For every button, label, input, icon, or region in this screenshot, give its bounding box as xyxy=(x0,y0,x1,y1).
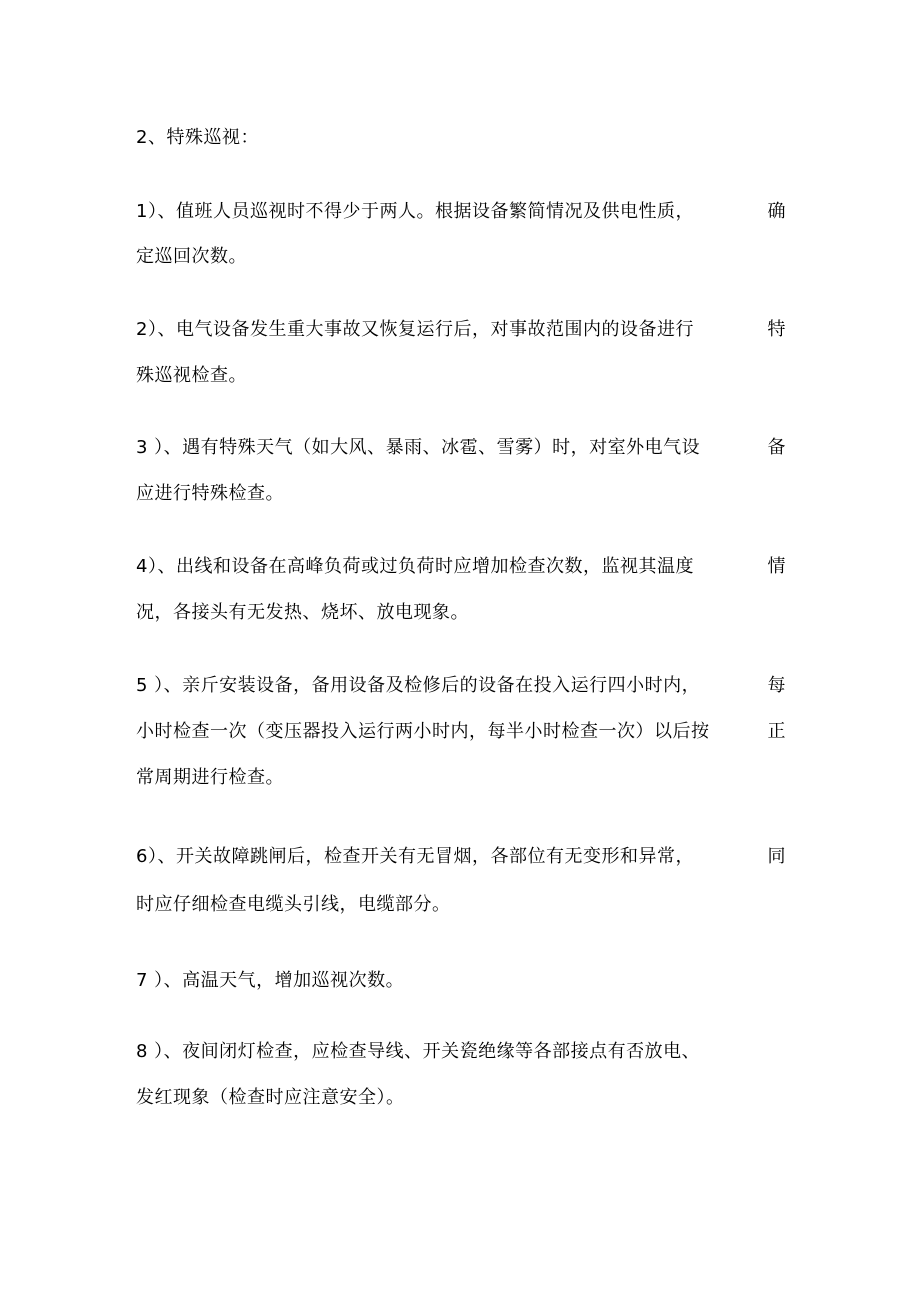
item-1-line-1-text: 1）、值班人员巡视时不得少于两人。根据设备繁简情况及供电性质， xyxy=(136,201,694,222)
item-4-line-2: 况，各接头有无发热、烧坏、放电现象。 xyxy=(136,602,469,623)
item-7-line-1: 7 ）、高温天气，增加巡视次数。 xyxy=(136,970,405,991)
item-2-line-1-text: 2）、电气设备发生重大事故又恢复运行后，对事故范围内的设备进行 xyxy=(136,319,694,340)
item-1-line-1 xyxy=(136,200,786,224)
item-5-line-1-text: 5 ）、亲斤安装设备，备用设备及检修后的设备在投入运行四小时内， xyxy=(136,675,701,696)
item-4-line-1-text: 4）、出线和设备在高峰负荷或过负荷时应增加检查次数，监视其温度 xyxy=(136,556,694,577)
item-3-line-1-tail: 备 xyxy=(767,437,786,458)
item-3-line-1-text: 3 ）、遇有特殊天气（如大风、暴雨、冰雹、雪雾）时，对室外电气设 xyxy=(136,437,701,458)
item-1-line-1-tail: 确 xyxy=(767,201,786,222)
item-5-line-2-text: 小时检查一次（变压器投入运行两小时内，每半小时检查一次）以后按 xyxy=(136,721,710,742)
item-3-line-2: 应进行特殊检查。 xyxy=(136,483,284,504)
item-5-line-2-tail: 正 xyxy=(767,721,786,742)
item-2-line-1-tail: 特 xyxy=(767,319,786,340)
item-8-line-1: 8 ）、夜间闭灯检查，应检查导线、开关瓷绝缘等各部接点有否放电、 xyxy=(136,1041,701,1062)
item-2-line-1 xyxy=(136,318,786,342)
item-5-line-1 xyxy=(136,674,786,698)
item-6-line-1-text: 6）、开关故障跳闸后，检查开关有无冒烟，各部位有无变形和异常， xyxy=(136,846,694,867)
item-4-line-1 xyxy=(136,555,786,579)
item-1-line-2: 定巡回次数。 xyxy=(136,246,247,267)
item-5-line-2 xyxy=(136,720,786,744)
item-6-line-2: 时应仔细检查电缆头引线，电缆部分。 xyxy=(136,894,451,915)
item-6-line-1-tail: 同 xyxy=(767,846,786,867)
section-heading: 2、特殊巡视： xyxy=(136,127,259,148)
item-4-line-1-tail: 情 xyxy=(767,556,786,577)
item-8-line-2: 发红现象（检查时应注意安全）。 xyxy=(136,1087,405,1108)
item-5-line-1-tail: 每 xyxy=(767,675,786,696)
item-5-line-3: 常周期进行检查。 xyxy=(136,767,284,788)
item-6-line-1 xyxy=(136,845,786,869)
item-3-line-1 xyxy=(136,436,786,460)
item-2-line-2: 殊巡视检查。 xyxy=(136,365,247,386)
